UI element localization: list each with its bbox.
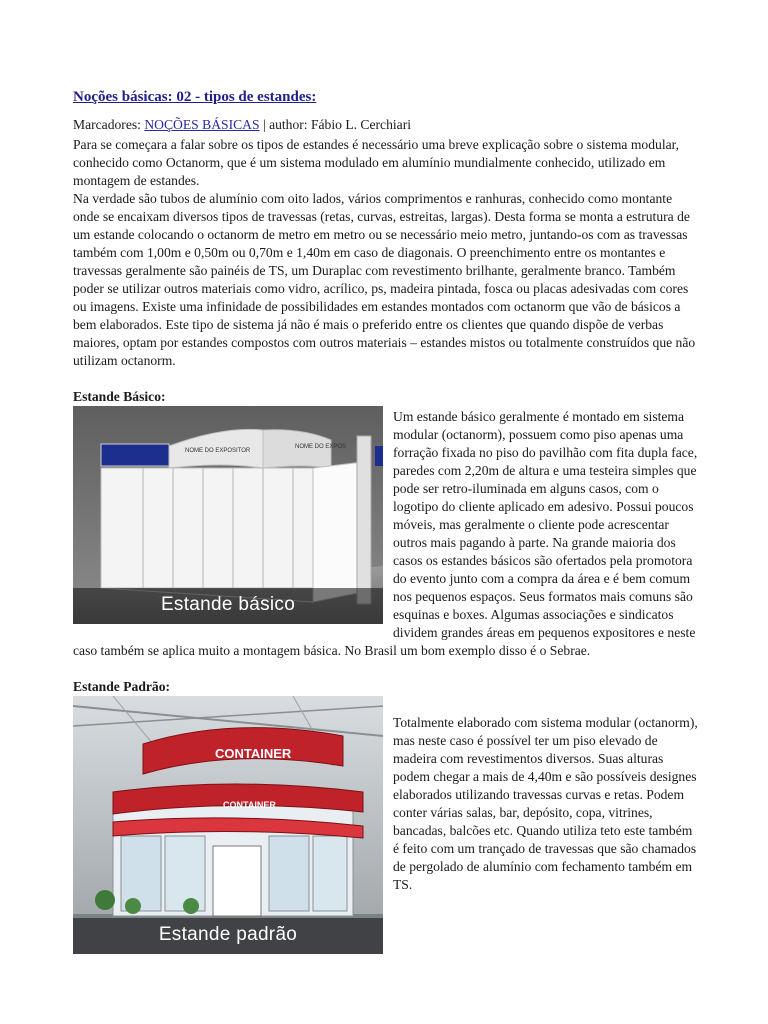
- author-line: | author: Fábio L. Cerchiari: [259, 117, 412, 132]
- sign-brand-bottom: CONTAINER: [223, 800, 276, 810]
- estande-basico-image: [73, 406, 383, 624]
- estande-padrao-text: Totalmente elaborado com sistema modular (octanorm), mas neste caso é possível ter um piso elevado de madeira com revestimentos diversos. Suas alturas podem chegar a mais de 4,40m e são possíveis designes elaborados utilizando travessas curvas e retas. Podem conter várias salas, bar, depósito, copa, vitrines, bancadas, balcões etc. Quando utiliza teto este também é feito com um trançado de travessas que são chamados de pergolado de alumínio com fechamento também em TS.: [393, 715, 698, 892]
- section-estande-basico: [73, 388, 698, 660]
- estande-padrao-caption: Estande padrão: [73, 918, 383, 954]
- section-estande-padrao: [73, 678, 698, 956]
- sign-left-text: NOME DO EXPOSITOR: [185, 448, 251, 454]
- sign-right-text: NOME DO EXPOS: [295, 444, 347, 450]
- estande-basico-text: Um estande básico geralmente é montado em sistema modular (octanorm), possuem como piso apenas uma forração fixada no piso do pavilhão com fita dupla face, paredes com 2,20m de altura e uma testeira simples que pode ser retro-iluminada em alguns casos, com o logotipo do cliente aplicado em adesivo. Possui poucos móveis, mas geralmente o cliente pode acrescentar outros mais pagando à parte. Na grande maioria dos casos os estandes básicos são ofertados pela promotora do evento junto com a compra da área e é bem comum nos pequenos espaços. Seus formatos mais comuns são esquinas e boxes. Algumas associações e sindicatos dividem grandes áreas em pequenos expositores e neste caso também se aplica muito a montagem básica. No Brasil um bom exemplo disso é o Sebrae.: [73, 409, 698, 658]
- post-title[interactable]: Noções básicas: 02 - tipos de estandes:: [73, 89, 317, 105]
- sign-brand-top: CONTAINER: [215, 746, 292, 761]
- standard-booth-illustration: [73, 696, 383, 954]
- label-link-nocoes-basicas[interactable]: NOÇÕES BÁSICAS: [144, 117, 260, 132]
- intro-paragraph-1: Para se começara a falar sobre os tipos de estandes é necessário uma breve explicação sobre o sistema modular, conhecido como Octanorm, que é um sistema modulado em alumínio mundialmente conhecido, utilizado em montagem de estandes.: [73, 137, 680, 188]
- heading-estande-padrao: Estande Padrão:: [73, 679, 171, 694]
- heading-estande-basico: Estande Básico:: [73, 389, 166, 404]
- intro-paragraph-2: Na verdade são tubos de alumínio com oito lados, vários comprimentos e ranhuras, conhecido como montante onde se encaixam diversos tipos de travessas (retas, curvas, estreitas, largas). Desta forma se monta a estrutura de um estande colocando o octanorm de metro em metro ou se necessário meio metro, juntando-os com as travessas também com 1,00m e 0,50m ou 0,70m e 1,40m em caso de diagonais. O preenchimento entre os montantes e travessas geralmente são painéis de TS, um Duraplac com revestimento brilhante, geralmente branco. Também poder se utilizar outros materiais como vidro, acrílico, ps, madeira pintada, fosca ou placas adesivadas com cores ou imagens. Existe uma infinidade de possibilidades em estandes montados com octanorm que vão de básicos a bem elaborados. Este tipo de sistema já não é mais o preferido entre os clientes que quando dispõe de verbas maiores, optam por estandes compostos com outros materiais – estandes mistos ou totalmente construídos que não utilizam octanorm.: [73, 191, 696, 368]
- labels-prefix: Marcadores:: [73, 117, 145, 132]
- estande-padrao-image: [73, 696, 383, 954]
- blog-post: [73, 88, 698, 956]
- post-labels: [73, 116, 698, 134]
- estande-basico-caption: Estande básico: [73, 588, 383, 624]
